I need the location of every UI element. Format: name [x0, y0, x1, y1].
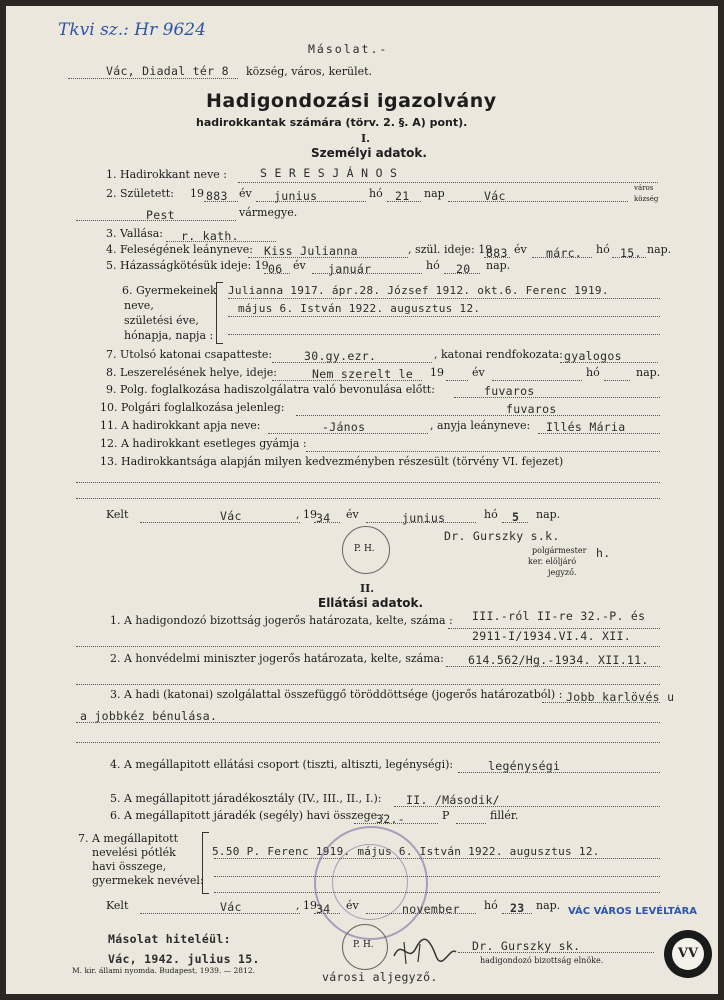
item-6-filler: fillér. [490, 809, 519, 822]
section-1-numeral: I. [361, 132, 370, 145]
clerk-title: városi aljegyző. [322, 970, 438, 984]
section-2-heading: Ellátási adatok. [318, 596, 424, 610]
kelt-1-nap: nap. [536, 508, 561, 521]
certified-date: Vác, 1942. julius 15. [108, 952, 260, 966]
discharge-place: Nem szerelt le [312, 367, 414, 381]
row-4-mid: , szül. ideje: 19 [408, 243, 493, 256]
item-4-label: 4. A megállapitott ellátási csoport (tiszti, altiszti, legénységi): [110, 758, 454, 771]
item-6-value: 32.- [376, 812, 405, 826]
item-2-value: 614.562/Hg.-1934. XII.11. [468, 653, 649, 667]
item-1-line-2: 2911-I/1934.VI.4. XII. [472, 629, 631, 643]
kelt-2-ho: hó [484, 899, 498, 912]
military-rank: gyalogos [564, 349, 622, 363]
occupation-current: fuvaros [506, 402, 557, 416]
marriage-day: 20 [456, 262, 471, 276]
document-page [6, 6, 718, 994]
row-7-mid: , katonai rendfokozata: [434, 348, 563, 361]
document-subtitle: hadirokkantak számára (törv. 2. §. A) pont). [196, 116, 468, 129]
kelt-2-ev: év [346, 899, 359, 912]
marriage-month: január [328, 262, 372, 276]
row-2-prefix: 19 [190, 187, 204, 200]
birth-county: Pest [146, 208, 175, 222]
children-line-1: Julianna 1917. ápr.28. József 1912. okt.6. Ferenc 1919. [228, 284, 609, 297]
archive-logo-text: VV [672, 938, 704, 970]
row-11-label: 11. A hadirokkant apja neve: [100, 419, 261, 432]
father-name: -János [322, 420, 366, 434]
row-5-nap: nap. [486, 259, 511, 272]
row-6-label-4: hónapja, napja : [124, 329, 214, 342]
kelt-1-place: Vác [220, 509, 242, 523]
marriage-year: 06 [268, 262, 283, 276]
kelt-1-19: , 19 [296, 508, 317, 521]
mother-maiden-name: Illés Mária [546, 420, 626, 434]
row-2-label: 2. Született: [106, 187, 174, 200]
row-6-label-1: 6. Gyermekeinek [122, 284, 217, 297]
row-2-right-1: város [634, 184, 654, 192]
children-line-2: május 6. István 1922. augusztus 12. [238, 302, 481, 315]
signature-scribble [390, 934, 460, 968]
item-7-label-2: nevelési pótlék [92, 846, 176, 859]
row-7-label: 7. Utolsó katonai csapatteste: [106, 348, 273, 361]
birth-month: junius [274, 189, 318, 203]
document-title: Hadigondozási igazolvány [206, 90, 497, 112]
item-3-value-1: Jobb karlövés u [566, 690, 675, 704]
item-2-label: 2. A honvédelmi miniszter jogerős határozata, kelte, száma: [110, 652, 444, 665]
row-8-nap: nap. [636, 366, 661, 379]
row-10-label: 10. Polgári foglalkozása jelenleg: [100, 401, 285, 414]
item-7-label-4: gyermekek nevével: [92, 874, 204, 887]
copy-mark: Másolat.- [308, 42, 389, 56]
kelt-2-19: , 19 [296, 899, 317, 912]
kelt-2-year: 34 [316, 902, 331, 916]
signer-role-3: jegyző. [548, 568, 577, 577]
item-1-line-1: III.-ról II-re 32.-P. és [472, 609, 646, 623]
row-2-ev: év [239, 187, 252, 200]
row-4-ho: hó [596, 243, 610, 256]
row-2-ho: hó [369, 187, 383, 200]
official-seal-inner [332, 844, 408, 920]
handwritten-reference: Tkvi sz.: Hr 9624 [58, 20, 206, 40]
item-1-label: 1. A hadigondozó bizottság jogerős határozata, kelte, száma : [110, 614, 453, 627]
occupation-before: fuvaros [484, 384, 535, 398]
signer-role-2: ker. elöljáró [528, 557, 577, 566]
row-3-label: 3. Vallása: [106, 227, 163, 240]
row-5-ho: hó [426, 259, 440, 272]
archive-logo [664, 930, 712, 978]
row-6-label-2: neve, [124, 299, 154, 312]
item-5-value: II. /Második/ [406, 793, 500, 807]
wife-maiden-name: Kiss Julianna [264, 244, 358, 258]
kelt-1-label: Kelt [106, 508, 129, 521]
wife-birth-day: 15. [620, 246, 642, 260]
row-2-county-suffix: vármegye. [239, 206, 298, 219]
item-7-label-3: havi összege, [92, 860, 167, 873]
item-7-label-1: 7. A megállapitott [78, 832, 179, 845]
row-8-19: 19 [430, 366, 444, 379]
ph-label-2: P. H. [353, 940, 374, 950]
kelt-2-day: 23 [510, 901, 525, 915]
row-1-value: S E R E S J Á N O S [260, 166, 398, 180]
printer-line: M. kir. állami nyomda. Budapest, 1939. — 2812. [72, 966, 255, 975]
place-value: Vác, Diadal tér 8 [106, 64, 229, 78]
item-6-label: 6. A megállapitott járadék (segély) havi összege : [110, 809, 385, 822]
place-suffix: község, város, kerület. [246, 65, 373, 78]
signature-1-mark: h. [596, 546, 611, 560]
item-4-value: legénységi [488, 759, 561, 773]
ph-label-1: P. H. [354, 544, 375, 554]
signer-role-4: hadigondozó bizottság elnöke. [480, 956, 604, 965]
kelt-1-day: 5 [512, 510, 520, 524]
section-2-numeral: II. [360, 582, 375, 595]
row-6-label-3: születési éve, [124, 314, 199, 327]
kelt-2-month: november [402, 902, 460, 916]
row-4-ev: év [514, 243, 527, 256]
kelt-1-ev: év [346, 508, 359, 521]
row-4-nap: nap. [647, 243, 672, 256]
row-5-label: 5. Házasságkötésük ideje: 19 [106, 259, 269, 272]
row-8-ev: év [472, 366, 485, 379]
row-8-label: 8. Leszerelésének helye, ideje: [106, 366, 277, 379]
row-4-label: 4. Feleségének leányneve: [106, 243, 253, 256]
kelt-1-ho: hó [484, 508, 498, 521]
row-11-mid: , anyja leányneve: [430, 419, 531, 432]
kelt-1-year: 34 [316, 511, 331, 525]
wife-birth-year: 883 [486, 246, 508, 260]
section-1-heading: Személyi adatok. [311, 146, 427, 160]
item-3-label: 3. A hadi (katonai) szolgálattal összefüggő töröddöttsége (jogerős határozatból) : [110, 688, 563, 701]
row-2-nap: nap [424, 187, 445, 200]
signature-2: Dr. Gurszky sk. [472, 939, 581, 953]
item-5-label: 5. A megállapitott járadékosztály (IV., III., II., I.): [110, 792, 382, 805]
birth-day: 21 [395, 189, 410, 203]
item-7-value: 5.50 P. Ferenc 1919. május 6. István 1922. augusztus 12. [212, 845, 600, 858]
religion: r. kath. [181, 229, 239, 243]
row-1-label: 1. Hadirokkant neve : [106, 168, 227, 181]
wife-birth-month: márc. [546, 246, 583, 260]
birth-place: Vác [484, 189, 506, 203]
row-2-right-2: község [634, 195, 659, 203]
kelt-1-month: junius [402, 511, 446, 525]
allowance-bracket [202, 832, 209, 894]
kelt-2-place: Vác [220, 900, 242, 914]
row-13-label: 13. Hadirokkantsága alapján milyen kedvezményben részesült (törvény VI. fejezet) [100, 455, 564, 468]
last-unit: 30.gy.ezr. [304, 349, 377, 363]
row-12-label: 12. A hadirokkant esetleges gyámja : [100, 437, 307, 450]
item-3-value-2: a jobbkéz bénulása. [80, 709, 218, 723]
signature-1: Dr. Gurszky s.k. [444, 529, 560, 543]
row-8-ho: hó [586, 366, 600, 379]
kelt-2-label: Kelt [106, 899, 129, 912]
signer-role-1: polgármester [532, 546, 587, 555]
children-bracket [216, 282, 223, 344]
archive-label: VÁC VÁROS LEVÉLTÁRA [568, 906, 698, 917]
item-6-p: P [442, 809, 450, 822]
row-5-ev: év [293, 259, 306, 272]
row-9-label: 9. Polg. foglalkozása hadiszolgálatra való bevonulása előtt: [106, 383, 435, 396]
kelt-2-nap: nap. [536, 899, 561, 912]
certified-copy: Másolat hiteléül: [108, 932, 231, 946]
birth-year: 883 [206, 189, 228, 203]
